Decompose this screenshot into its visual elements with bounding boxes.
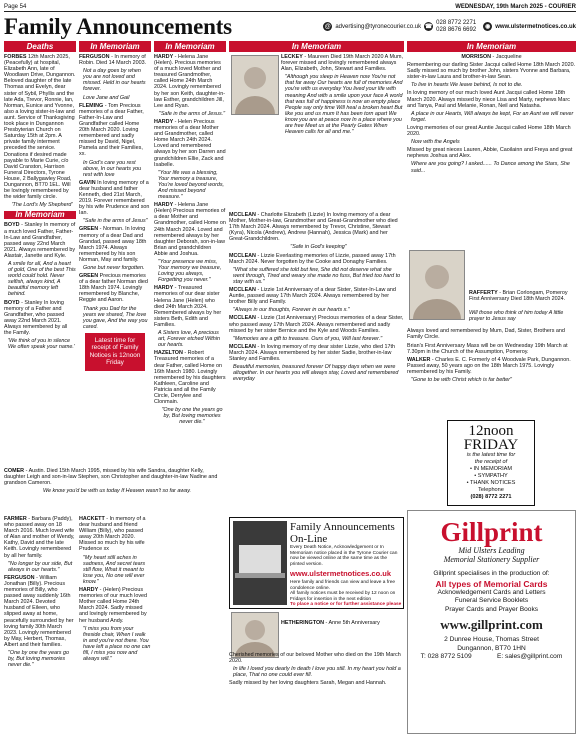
verse: "Safe in the arms of Jesus." xyxy=(158,110,226,117)
verse: 'We think of you in silence We often speak your name.' xyxy=(8,338,75,351)
gillprint-url[interactable]: www.gillprint.com xyxy=(440,617,543,632)
verse: "Memories are a gift to treasure. Ours of you, Will last forever." xyxy=(233,335,383,342)
notice-hazelton: HAZELTON - Robert Treasured memories of a dear Father, called Home on 16th March 1980. Lovingly remembered by his daughters Kathleen, Caroline and Patricia and all the Family Circle, Derrylee and Clonmain. xyxy=(154,350,226,406)
morrison-heading: MORRISON - Jacqueline xyxy=(461,54,522,60)
portrait-icon xyxy=(232,56,278,114)
online-notices-box xyxy=(229,517,404,609)
gillprint-address-2: Dungannon, BT70 1HN xyxy=(457,644,526,652)
verse: "Although you sleep in Heaven now You're not that far away Our hearts are full of memories And you're with us everyday You lived your life with meaning And with a smile upon your face A world that was full of happiness is now an empty place People say only time Will heal a broken heart But like you and us mum It has been torn apart We know you are at peace now In a place where you are free Meet us at the Pearly Gates When Heaven calls for all and me." xyxy=(285,74,403,136)
column-deaths-lower xyxy=(4,516,76,734)
online-notices-text xyxy=(290,521,402,609)
verse: Thank you Dad for the years we shared, The love you gave, And the way you cared. xyxy=(83,305,148,330)
verse: 'The Lord's My Shepherd' xyxy=(11,202,73,209)
notice-farmer: FARMER - Barbara (Paddy), who passed away on 18 March 2016. Much loved wife of Alan and mother of Wendy, Kathy, David and the late Keith. Lovingly remembered by all her family. xyxy=(4,516,75,559)
email-icon: @ xyxy=(324,23,331,30)
notice-gavin: GAVIN In loving memory of a dear husband and father Kenneth, died 21st March, 2019. Forever remembered by his wife Prudence and son Ian. xyxy=(79,179,150,217)
hetherington-signature: Sadly missed by her loving daughters Sarah, Megan and Hannah. xyxy=(229,680,387,687)
column-head-in-memoriam-1: In Memoriam xyxy=(79,41,151,52)
gillprint-spec: Gillprint specialises in the production of: xyxy=(433,570,550,577)
hetherington-body: Cherished memories of our beloved Mother who died on the 19th March 2020. xyxy=(229,652,401,665)
verse: "My heart still aches in sadness, And secret tears still flow, What it meant to lose you, No one will ever know." xyxy=(83,554,146,585)
verse: "No longer by our side, But always in our hearts." xyxy=(8,560,73,573)
notice-mcclean-1: MCCLEAN - Charlotte Elizabeth (Lizzie) In loving memory of a dear Mother, Mother-in-law, Grandmother and Great-Grandmother who died 17th March 2024. Always remembered by Trevor, Christine, Stewart (Kyra), Nicola (Andrew), Andrew (Hannah), Jessica (Mark) and her Great-Grandchildren. xyxy=(229,212,398,243)
notice-boyd-1: BOYD - Stanley In memory of a much loved Father, Father-In-Law and Grandfather, passed away 22nd March 2021. Always remembered by Alastair, Janette and Kyle. xyxy=(4,222,76,259)
phone-2: 028 8676 6692 xyxy=(436,26,477,33)
column-head-deaths: Deaths xyxy=(4,41,76,52)
deadline-item-3: • THANK NOTICES xyxy=(466,480,516,486)
column-head-in-memoriam-3: In Memoriam xyxy=(229,41,404,52)
laptop-graphic xyxy=(233,521,287,605)
hetherington-heading: HETHERINGTON - Anne 5th Anniversary xyxy=(281,620,380,626)
deadline-tel-label: Telephone xyxy=(478,487,504,493)
verse: "Always in our thoughts, Forever in our hearts x." xyxy=(233,307,350,314)
online-notices-desc: Every Death Notice, Acknowledgement or In Memoriam notice placed in the Tyrone Courier can now be viewed online at the same time as the printed version. xyxy=(290,545,398,567)
online-notices-title: Family Announcements On-Line xyxy=(290,521,395,545)
deadline-item-1: • IN MEMORIAM xyxy=(469,466,513,472)
column-in-memoriam-2 xyxy=(154,54,226,734)
notice-hardy-3: HARDY - Helena Jane (Helen) Precious memories of a dear Mother and Grandmother, called Home on 24th March 2024. Loved and remembered always by her daughter Deborah, son-in-law Brian and grandchildren Abbie and Joshua. xyxy=(154,202,226,257)
morrison-body-3: Loving memories of our great Auntie Jacqui called Home 18th March 2020. xyxy=(407,124,571,138)
notice-hardy-4: HARDY - Treasured memories of our dear sister Helena Jane (Helen) who died 24th March 2024. Remembered always by her sisters Beth, Edith and Families. xyxy=(154,285,222,328)
gillprint-highlight: All types of Memorial Cards xyxy=(435,578,548,589)
notice-green-2: GREEN Precious memories of a dear father Norman died 18th March 1974. Lovingly remembered by Blanche, Reggie and Aaron. xyxy=(79,273,148,304)
notice-hardy-2: HARDY - Helen Precious memories of a dear Mother and Grandmother, called Home March 24th 2024. Loved and remembered always by her son Darren and grandchildren Ellie, Zack and Isabelle. xyxy=(154,118,226,168)
notice-mcclean-4: MCCLEAN - Lizzie (1st Anniversary) Precious memories of a dear Sister, who passed away 17th March 2024. Always remembered and sadly missed by her sister Bernice and the Kyle and Woods Families. xyxy=(229,315,404,334)
email-link[interactable]: advertising@tyronecourier.co.uk xyxy=(335,23,422,30)
verse: "I miss you from your fireside chair, When I walk in and you're not there. You have left a place no one can fill, I miss you now and always will." xyxy=(83,625,151,663)
comer-body: COMER - Austin. Died 15th March 1995, missed by his wife Sandra, daughter Kelly, daughter Leigh and son-in-law Stephen, son Christopher and daughter-in-law Nadine and grandson Cameron. xyxy=(4,468,218,487)
verse: Beautiful memories, treasured forever Of happy days when we were altogether. In our hearts you will always stay, Loved and remembered everyday xyxy=(233,364,399,383)
web-icon: ◉ xyxy=(485,24,491,30)
verse: "Your life was a blessing, Your memory a treasure, You're loved beyond words, And missed beyond measure." xyxy=(158,169,225,201)
verse: Now with the Angels xyxy=(411,139,460,146)
gillprint-ad xyxy=(407,510,576,734)
verse: We know you'd be with us today If Heaven wasn't so far away. xyxy=(42,488,192,495)
deadline-day: FRIDAY xyxy=(463,437,519,453)
notice-mcclean-2: MCCLEAN - Lizzie Everlasting memories of Lizzie, passed away 17th March 2024. Never forgotten by the Cooke and Donaghy Families. xyxy=(229,252,396,265)
notice-hardy-1: HARDY - Helena Jane (Helen). Precious memories of a much loved Mother and treasured Grandmother, called Home 24th March 2024. Lovingly remembered by her son Keith, daughter-in-law Esther, grandchildren Jill, Lee and Ryan. xyxy=(154,54,226,109)
verse: Where are you going? I asked...... To Dance among the Stars, She said... xyxy=(411,161,570,174)
latest-time-box: Latest time for receipt of Family Notices is 12noon Friday xyxy=(85,333,145,371)
gillprint-email[interactable]: E: sales@gillprint.com xyxy=(496,653,563,660)
column-in-memoriam-1 xyxy=(79,54,151,466)
column-head-in-memoriam-4: In Memoriam xyxy=(407,41,576,52)
verse: "Your presence we miss, Your memory we treasure, Loving you always, Forgetting you never." xyxy=(158,259,222,284)
phone-numbers xyxy=(436,20,476,34)
rafferty-mass: Brian's First Anniversary Mass will be on Wednesday 19th March at 7.30pm in the Church of the Assumption, Pomeroy. xyxy=(407,342,568,355)
gillprint-item-1: Acknowledgement Cards and Letters xyxy=(437,588,546,596)
verse: A Sisters love, A precious art, Forever etched Within our hearts. xyxy=(158,330,220,349)
notice-forbes: FORBES 12th March 2025, (Peacefully) at hospital, Elizabeth Ann, late of Woodlawn Drive, Dungannon. Beloved daughter of the late Thomas and Evelyn, dear sister of Sybil, Phyllis and the late Ada, Trevor, Ronnie, Ian, Norman, Eunice and Yvonne, also a loving sister-in-law and aunt. Service of Thanksgiving took place in Dungannon Presbyterian Church on Saturday 15th at 2pm. A private family interment preceded the service. Donations if desired made payable to Marie Curie, c/o David Cranston, Harrison Funeral Directors, Tyrone House, 2 Ballygawley Road, Dungannon, BT70 1EL. Will be lovingly remembered by the wider family circle. xyxy=(4,54,76,201)
notice-mcclean-3: MCCLEAN - Lizzie 1st Anniversary of a dear Sister, Sister-In-Law and Auntie, passed away 17th March 2024. Always remembered by her brother Billy and Family. xyxy=(229,287,396,306)
laptop-icon xyxy=(233,521,287,605)
notice-hackett: HACKETT - In memory of a dear husband and friend William (Billy), who passed away 20th March 2020. Missed so much by his wife Prudence xx xyxy=(79,516,146,553)
deadline-time: 12noon xyxy=(468,423,514,439)
gillprint-logo: Gillprint xyxy=(440,517,543,547)
column-head-in-memoriam-2: In Memoriam xyxy=(154,41,226,52)
masthead xyxy=(4,13,576,40)
deadline-box xyxy=(447,420,535,506)
morrison-body-1: Remembering our darling Sister Jacqui called Home 18th March 2020. Sadly missed so much by brother John, sisters Yvonne and Barbara, sister-in-law Laura and brother-in-law Sean. xyxy=(407,62,576,81)
notice-rafferty xyxy=(407,290,576,418)
gillprint-item-3: Prayer Cards and Prayer Books xyxy=(444,605,539,613)
issue-date: WEDNESDAY, 19th March 2025 - COURIER xyxy=(455,4,576,10)
deadline-text-1: is the latest time for xyxy=(466,452,516,458)
page-title: Family Announcements xyxy=(4,13,232,39)
gillprint-tagline-1: Mid Ulsters Leading xyxy=(458,546,525,555)
contact-bar xyxy=(323,20,576,34)
page-number: Page 54 xyxy=(4,4,27,10)
gillprint-tel: T: 028 8772 5109 xyxy=(420,653,472,660)
gillprint-address-1: 2 Dunree House, Thomas Street xyxy=(444,636,539,643)
verse: In life I loved you dearly In death I love you still. In my heart you hold a place, That no one could ever fill. xyxy=(233,666,401,679)
morrison-body-4: Missed by great nieces Lauren, Abbie, Caoilainn and Freya and great nephews Joshua and Alex. xyxy=(407,147,573,160)
deadline-item-2: • SYMPATHY xyxy=(474,473,508,479)
notice-hetherington xyxy=(229,612,404,734)
verse: In God's care you rest above, In our hearts you rest with love xyxy=(83,159,142,178)
online-notices-condolence: Here family and friends can view and leave a free condolence online. xyxy=(290,580,396,591)
notice-leckey: LECKEY - Maureen Died 19th March 2020 A Mum, forever missed and lovingly remembered always Alan, Elizabeth, John, Stewart and Families. xyxy=(281,54,403,73)
notice-ferguson-robin: FERGUSON - In memory of Robin. Died 14 March 2003. xyxy=(79,54,147,67)
column-in-memoriam-3-mid xyxy=(229,212,404,547)
verse: A place in our Hearts, Will always be kept, For an Aunt we will never forget. xyxy=(411,110,574,123)
column-in-memoriam-1-lower xyxy=(79,516,151,734)
verse: "What she suffered she told but few, She did not deserve what she went through, Tired and weary she made no fuss, But tried too hard to stay with us." xyxy=(233,266,401,285)
notice-hardy-andy: HARDY - (Helen) Precious memories of our much loved Mother called Home 24th March 2024. Sadly missed and lovingly remembered by her husband Andy. xyxy=(79,587,148,624)
notice-mcclean-5: MCCLEAN - In loving memory of my dear sister Lizzie, who died 17th March 2024. Always remembered by her sister Sadie, brother-in-law Stanley and Families. xyxy=(229,343,395,362)
online-notices-url[interactable]: www.ulstermetnotices.co.uk xyxy=(290,569,391,578)
verse: "Gone to be with Christ which is far better" xyxy=(411,377,512,384)
verse: Gone but never forgotten. xyxy=(83,265,145,271)
notice-fleming: FLEMING - Tom Precious memories of a dear Father, Father-In-Law and Grandfather called Home 20th March 2020. Loving remembered and sadly missed by David, Nigel, Pamela and their Families, xx. xyxy=(79,102,144,158)
section-head-in-memoriam: In Memoriam xyxy=(4,211,76,219)
verse: Not a day goes by when you are not loved and missed. Held in our hearts forever. xyxy=(83,68,146,93)
gillprint-item-2: Funeral Service Booklets xyxy=(454,597,529,604)
verse: "One by one the years go by, But loving memories never die." xyxy=(161,407,223,426)
verse: "One by one the years go by, But loving memories never die." xyxy=(8,649,69,669)
notice-boyd-2: BOYD - Stanley In loving memory of a Father and Grandfather, who passed away 22nd March 2021. Always remembered by all the Family. xyxy=(4,299,68,337)
phone-icon: ☎ xyxy=(424,24,433,30)
online-notices-deadline: All family notices must be received by 12 noon on Fridays for insertion in the next edition xyxy=(290,591,396,602)
deadline-tel: (028) 8772 2271 xyxy=(470,494,512,500)
online-notices-contact: To place a notice or for further assistance please xyxy=(290,602,402,607)
deadline-text-2: the receipt of xyxy=(474,459,508,465)
notice-ferguson-billy: FERGUSON - William Jonathan (Billy). Precious memories of Billy, who passed away suddenly 16th March 2024. Devoted husband of Eileen, who slipped away at home, peacefully surrounded by her loving family 30th March 2023. Lovingly remembered by May, Herbert, Thomas, Albert and their families. xyxy=(4,574,74,648)
gillprint-tagline-2: Memorial Stationery Supplier xyxy=(443,555,540,564)
verse: A smile for all, And a heart of gold, One of the best This world could hold. Never selfish, always kind, A beautiful memory left behind. xyxy=(8,261,76,298)
notice-walker: WALKER - Charles E. C. Formerly of 4 Woodvale Park, Dungannon. Passed away, 50 years ago on the 18th March 1975. Lovingly remembered by his Family. xyxy=(407,356,571,375)
verse: "Safe in God's keeping" xyxy=(290,244,347,251)
notice-green-1: GREEN - Norman. In loving memory of a dear Dad and Grandad, passed away 18th March 1974. Always remembered by his son Norman, May and family. xyxy=(79,226,147,263)
signature: Love Jane and Gail xyxy=(83,94,130,101)
verse: To live in hearts We leave behind, Is not to die. xyxy=(411,82,523,89)
verse: "Safe in the arms of Jesus" xyxy=(83,218,148,225)
verse: Will those who think of him today A little prayer to Jesus say xyxy=(469,310,564,323)
gillprint-contact-row xyxy=(408,653,575,662)
morrison-body-2: In loving memory of our much loved Aunt Jacqui called Home 18th March 2020. Always missed by niece Lisa and Marty, nephews Marc and Tanya, Paul and Melanie, Ronan, Neil and Natasha. xyxy=(407,90,570,109)
rafferty-heading: RAFFERTY - Brian Corlongam, Pomeroy First Anniversary Died 18th March 2024. xyxy=(469,290,568,303)
rafferty-body: Always loved and remembered by Mum, Dad, Sister, Brothers and Family Circle. xyxy=(407,328,565,341)
website-link[interactable]: www.ulstermetnotices.co.uk xyxy=(495,23,576,30)
photo-leckey xyxy=(231,55,279,115)
phone-1: 028 8772 2271 xyxy=(436,19,477,26)
top-strip xyxy=(4,3,576,12)
